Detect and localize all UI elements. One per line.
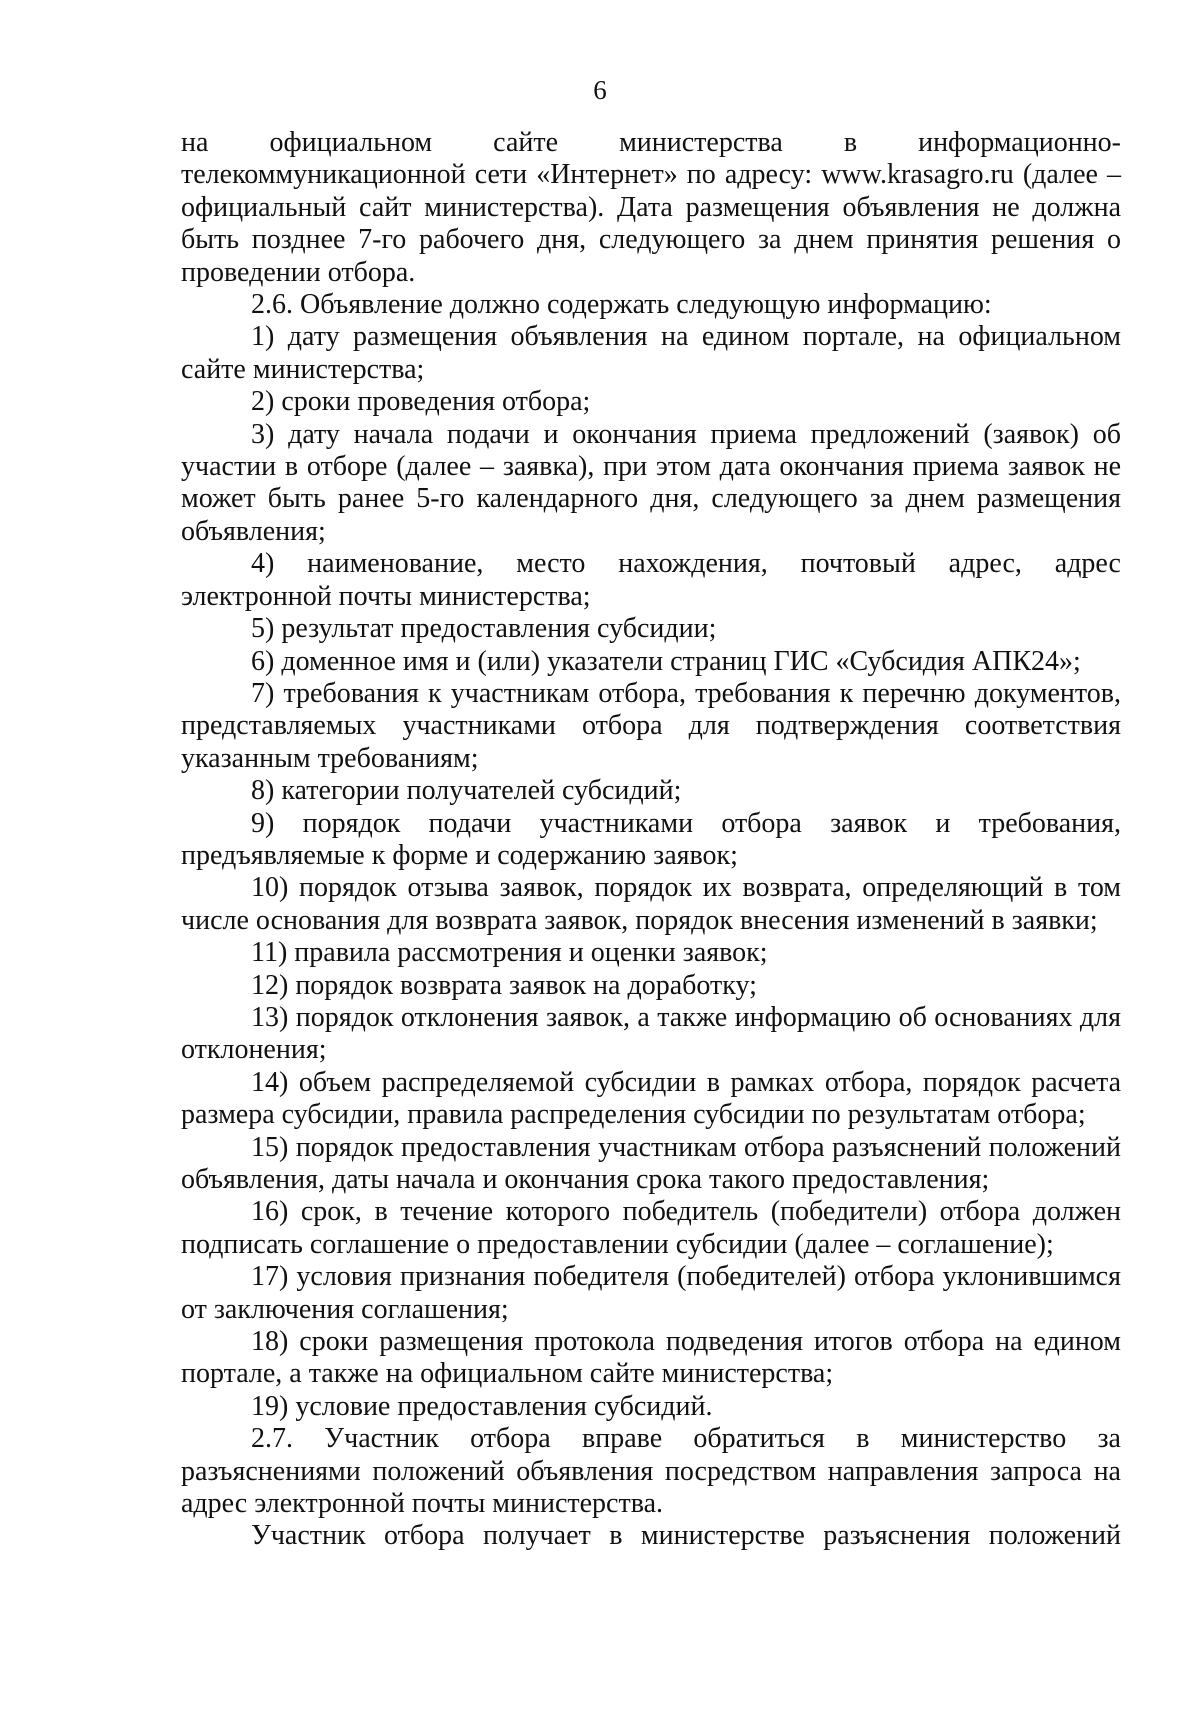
list-item-10: 10) порядок отзыва заявок, порядок их возврата, определяющий в том числе основания для возврата заявок, порядок внесения изменений в заявки; [181,872,1121,936]
list-item-8: 8) категории получателей субсидий; [251,775,682,807]
paragraph-section-2-7: 2.7. Участник отбора вправе обратиться в министерство за разъяснениями положений объявления посредством направления запроса на адрес электронной почты министерства. [181,1423,1121,1520]
list-item-4: 4) наименование, место нахождения, почтовый адрес, адрес электронной почты министерства; [181,548,1121,612]
paragraph-section-2-6: 2.6. Объявление должно содержать следующую информацию: [251,289,992,321]
list-item-5: 5) результат предоставления субсидии; [251,613,717,645]
list-item-9: 9) порядок подачи участниками отбора заявок и требования, предъявляемые к форме и содержанию заявок; [181,807,1121,871]
list-item-3: 3) дату начала подачи и окончания приема предложений (заявок) об участии в отборе (далее – заявка), при этом дата окончания приема заявок не может быть ранее 5-го календарного дня, следующего за днем размещения объявления; [181,418,1121,547]
page-number: 6 [593,75,607,105]
paragraph-clarifications: Участник отбора получает в министерстве разъяснения положений [251,1520,1121,1552]
list-item-6: 6) доменное имя и (или) указатели страниц ГИС «Субсидия АПК24»; [251,645,1081,677]
list-item-17: 17) условия признания победителя (победителей) отбора уклонившимся от заключения соглашения; [181,1261,1121,1325]
list-item-13: 13) порядок отклонения заявок, а также информацию об основаниях для отклонения; [181,1001,1121,1066]
list-item-2: 2) сроки проведения отбора; [251,386,591,418]
list-item-19: 19) условие предоставления субсидий. [251,1390,713,1422]
list-item-7: 7) требования к участникам отбора, требования к перечню документов, представляемых участниками отбора для подтверждения соответствия указанным требованиям; [181,677,1121,774]
list-item-15: 15) порядок предоставления участникам отбора разъяснений положений объявления, даты начала и окончания срока такого предоставления; [181,1131,1121,1195]
list-item-12: 12) порядок возврата заявок на доработку; [251,969,757,1001]
list-item-1: 1) дату размещения объявления на едином портале, на официальном сайте министерства; [181,321,1121,385]
list-item-16: 16) срок, в течение которого победитель (победители) отбора должен подписать соглашение о предоставлении субсидии (далее – соглашение); [181,1196,1121,1260]
paragraph-announcement-site: на официальном сайте министерства в информационно-телекоммуникационной сети «Интернет» по адресу: www.krasagro.ru (далее – официальный сайт министерства). Дата размещения объявления не должна быть позднее 7-го рабочего дня, следующего за днем принятия решения о проведении отбора. [181,127,1121,288]
list-item-14: 14) объем распределяемой субсидии в рамках отбора, порядок расчета размера субсидии, правила распределения субсидии по результатам отбора; [181,1066,1121,1131]
list-item-11: 11) правила рассмотрения и оценки заявок; [251,937,768,969]
list-item-18: 18) сроки размещения протокола подведения итогов отбора на едином портале, а также на официальном сайте министерства; [181,1326,1121,1390]
document-body [181,127,1121,1553]
